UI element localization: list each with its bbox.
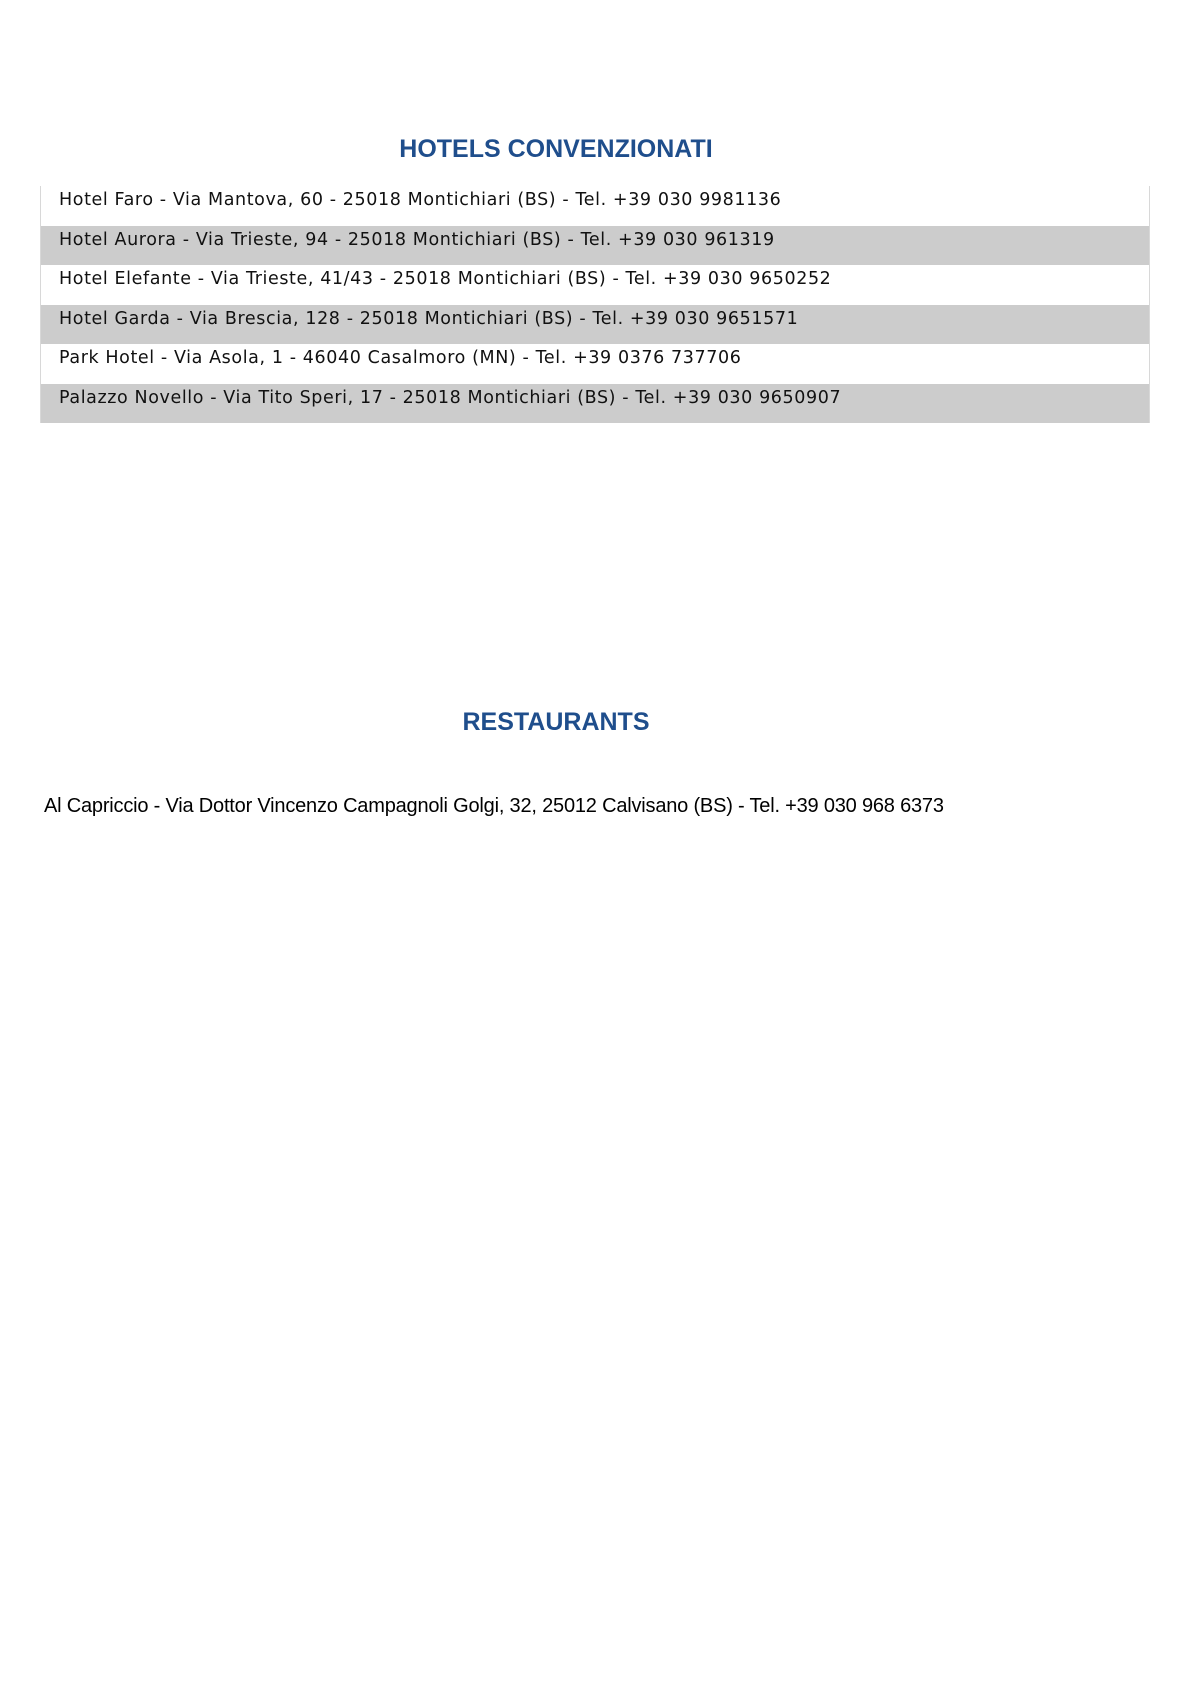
restaurant-entry: Al Capriccio - Via Dottor Vincenzo Campagnoli Golgi, 32, 25012 Calvisano (BS) - Tel. +39 030 968 6373 (44, 795, 944, 817)
hotel-row: Hotel Elefante - Via Trieste, 41/43 - 25018 Montichiari (BS) - Tel. +39 030 9650252 (41, 265, 1149, 305)
hotel-row: Palazzo Novello - Via Tito Speri, 17 - 25018 Montichiari (BS) - Tel. +39 030 9650907 (41, 384, 1149, 424)
hotel-row: Hotel Aurora - Via Trieste, 94 - 25018 Montichiari (BS) - Tel. +39 030 961319 (41, 226, 1149, 266)
hotel-row: Park Hotel - Via Asola, 1 - 46040 Casalmoro (MN) - Tel. +39 0376 737706 (41, 344, 1149, 384)
hotel-row: Hotel Garda - Via Brescia, 128 - 25018 Montichiari (BS) - Tel. +39 030 9651571 (41, 305, 1149, 345)
restaurants-title: RESTAURANTS (462, 708, 650, 736)
hotel-row: Hotel Faro - Via Mantova, 60 - 25018 Montichiari (BS) - Tel. +39 030 9981136 (41, 186, 1149, 226)
hotels-title: HOTELS CONVENZIONATI (399, 135, 713, 163)
hotel-list (40, 186, 1150, 423)
